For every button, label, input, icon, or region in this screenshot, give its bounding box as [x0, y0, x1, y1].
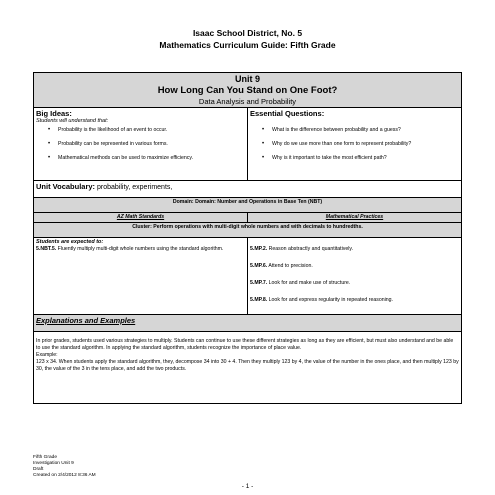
big-ideas-intro: Students will understand that: [36, 118, 109, 124]
list-item: • Probability can be represented in various forms. [58, 141, 245, 147]
practice-item [250, 280, 459, 287]
explanations-heading-cell [34, 315, 462, 332]
standard-item [36, 246, 245, 253]
practice-item [250, 263, 459, 270]
unit-title: How Long Can You Stand on One Foot? [157, 85, 338, 96]
unit-number: Unit 9 [234, 74, 260, 84]
page-number: - 1 - [241, 483, 254, 490]
list-item: • Why do we use more than one form to represent probability? [272, 141, 459, 147]
big-ideas-list [36, 127, 245, 161]
standard-code: 5.NBT.5. [36, 246, 57, 252]
explanations-paragraph: In prior grades, students used various strategies to multiply. Students can continue to use these different strategies as long as they are efficient, but must also understand and be able to use the standard algorithm. In applying the standard algorithm, students recognize the importance of place value. [36, 338, 454, 351]
example-paragraph: 123 x 34. When students apply the standard algorithm, they, decompose 34 into 30 + 4. Then they multiply 123 by 4, the value of the number in the ones place, and then multiply 123 by 30, the value of the 3 in the tens place, and add the two products. [36, 359, 459, 372]
practice-code: 5.MP.6. [250, 263, 268, 269]
big-ideas-heading: Big Ideas: [36, 109, 72, 118]
cluster-cell: Cluster: Perform operations with multi-digit whole numbers and with decimals to hundredths. [34, 223, 462, 238]
district-title: Isaac School District, No. 5 [192, 28, 303, 38]
practice-text: Look for and make use of structure. [267, 280, 351, 286]
unit-subtitle: Data Analysis and Probability [198, 97, 297, 106]
practice-code: 5.MP.7. [250, 280, 268, 286]
example-label: Example: [36, 352, 58, 358]
practice-text: Attend to precision. [267, 263, 313, 269]
practice-item [250, 297, 459, 304]
list-item: • What is the difference between probability and a guess? [272, 127, 459, 133]
footer-draft: Draft [33, 467, 44, 472]
essential-questions-cell [248, 108, 462, 181]
standards-intro: Students are expected to: [36, 239, 104, 245]
standards-header: AZ Math Standards [34, 213, 248, 223]
practice-code: 5.MP.8. [250, 297, 268, 303]
footer-grade: Fifth Grade [33, 455, 57, 460]
list-item: • Why is it important to take the most efficient path? [272, 155, 459, 161]
standard-text: Fluently multiply multi-digit whole numbers using the standard algorithm. [56, 246, 224, 252]
practices-header: Mathematical Practices [248, 213, 462, 223]
practice-item [250, 246, 459, 253]
list-item: • Mathematical methods can be used to maximize efficiency. [58, 155, 245, 161]
practice-text: Reason abstractly and quantitatively. [267, 246, 354, 252]
essential-questions-heading: Essential Questions: [250, 109, 325, 118]
essential-questions-list [250, 127, 459, 161]
explanations-cell [34, 332, 462, 404]
curriculum-table [33, 72, 462, 404]
footer-unit: Investigation Unit 9 [33, 461, 74, 466]
domain-cell: Domain: Domain: Number and Operations in Base Ten (NBT) [34, 198, 462, 213]
list-item: • Probability is the likelihood of an event to occur. [58, 127, 245, 133]
practice-text: Look for and express regularity in repeated reasoning. [267, 297, 393, 303]
vocabulary-cell [34, 181, 462, 198]
vocabulary-label: Unit Vocabulary: [36, 182, 96, 191]
vocabulary-text: probability, experiments, [95, 184, 173, 191]
standards-cell [34, 238, 248, 315]
footer-created: Created on 2/4/2012 8:36 AM [33, 473, 96, 478]
guide-title: Mathematics Curriculum Guide: Fifth Grade [159, 40, 336, 50]
practice-code: 5.MP.2. [250, 246, 268, 252]
unit-header-cell [34, 73, 462, 108]
practices-cell [248, 238, 462, 315]
big-ideas-cell [34, 108, 248, 181]
explanations-heading: Explanations and Examples [36, 316, 136, 325]
